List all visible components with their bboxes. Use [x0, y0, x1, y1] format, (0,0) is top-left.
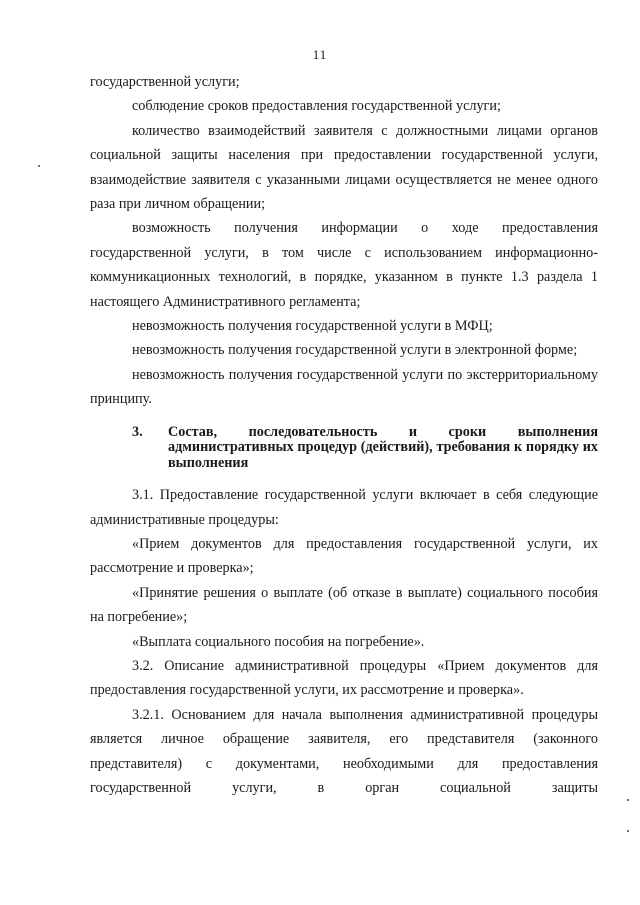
scan-speck	[627, 799, 629, 801]
clause-3-2: 3.2. Описание административной процедуры «Прием документов для предоставления государственной услуги, их рассмотрение и проверка».	[90, 658, 598, 699]
section-title: Состав, последовательность и сроки выполнения административных процедур (действий), требования к порядку их выполнения	[168, 423, 598, 471]
list-item-information: возможность получения информации о ходе предоставления государственной услуги, в том числе с использованием информационно-коммуникационных технологий, в порядке, указанном в пункте 1.3 раздела 1 настоящего Административного регламента;	[90, 220, 598, 310]
page-number: 11	[312, 47, 328, 62]
list-item-mfc: невозможность получения государственной услуги в МФЦ;	[132, 318, 493, 335]
scan-speck	[627, 830, 629, 832]
list-item-extraterritorial: невозможность получения государственной услуги по экстерриториальному принципу.	[90, 366, 598, 408]
section-heading	[90, 425, 598, 472]
list-item-interactions: количество взаимодействий заявителя с должностными лицами органов социальной защиты населения при предоставлении государственной услуги, взаимодействие заявителя с указанными лицами осуществляется не менее одного раза при личном обращении;	[90, 122, 598, 213]
scan-speck	[38, 165, 40, 167]
clause-3-2-1: 3.2.1. Основанием для начала выполнения административной процедуры является личное обращение заявителя, его представителя (законного представителя) с документами, необходимыми для предоставления государственной услуги, в орган социальной защиты	[90, 706, 598, 797]
paragraph-continuation: государственной услуги;	[90, 74, 240, 90]
section-number: 3.	[132, 423, 143, 440]
list-item-electronic: невозможность получения государственной услуги в электронной форме;	[132, 342, 578, 359]
list-item-deadlines: соблюдение сроков предоставления государственной услуги;	[132, 98, 501, 115]
clause-3-1: 3.1. Предоставление государственной услуги включает в себя следующие административные процедуры:	[90, 487, 598, 528]
procedure-item-2: «Принятие решения о выплате (об отказе в выплате) социального пособия на погребение»;	[90, 584, 598, 626]
procedure-item-1: «Прием документов для предоставления государственной услуги, их рассмотрение и проверка»;	[90, 536, 598, 577]
body-text	[90, 70, 598, 800]
procedure-item-3: «Выплата социального пособия на погребение».	[132, 633, 425, 650]
